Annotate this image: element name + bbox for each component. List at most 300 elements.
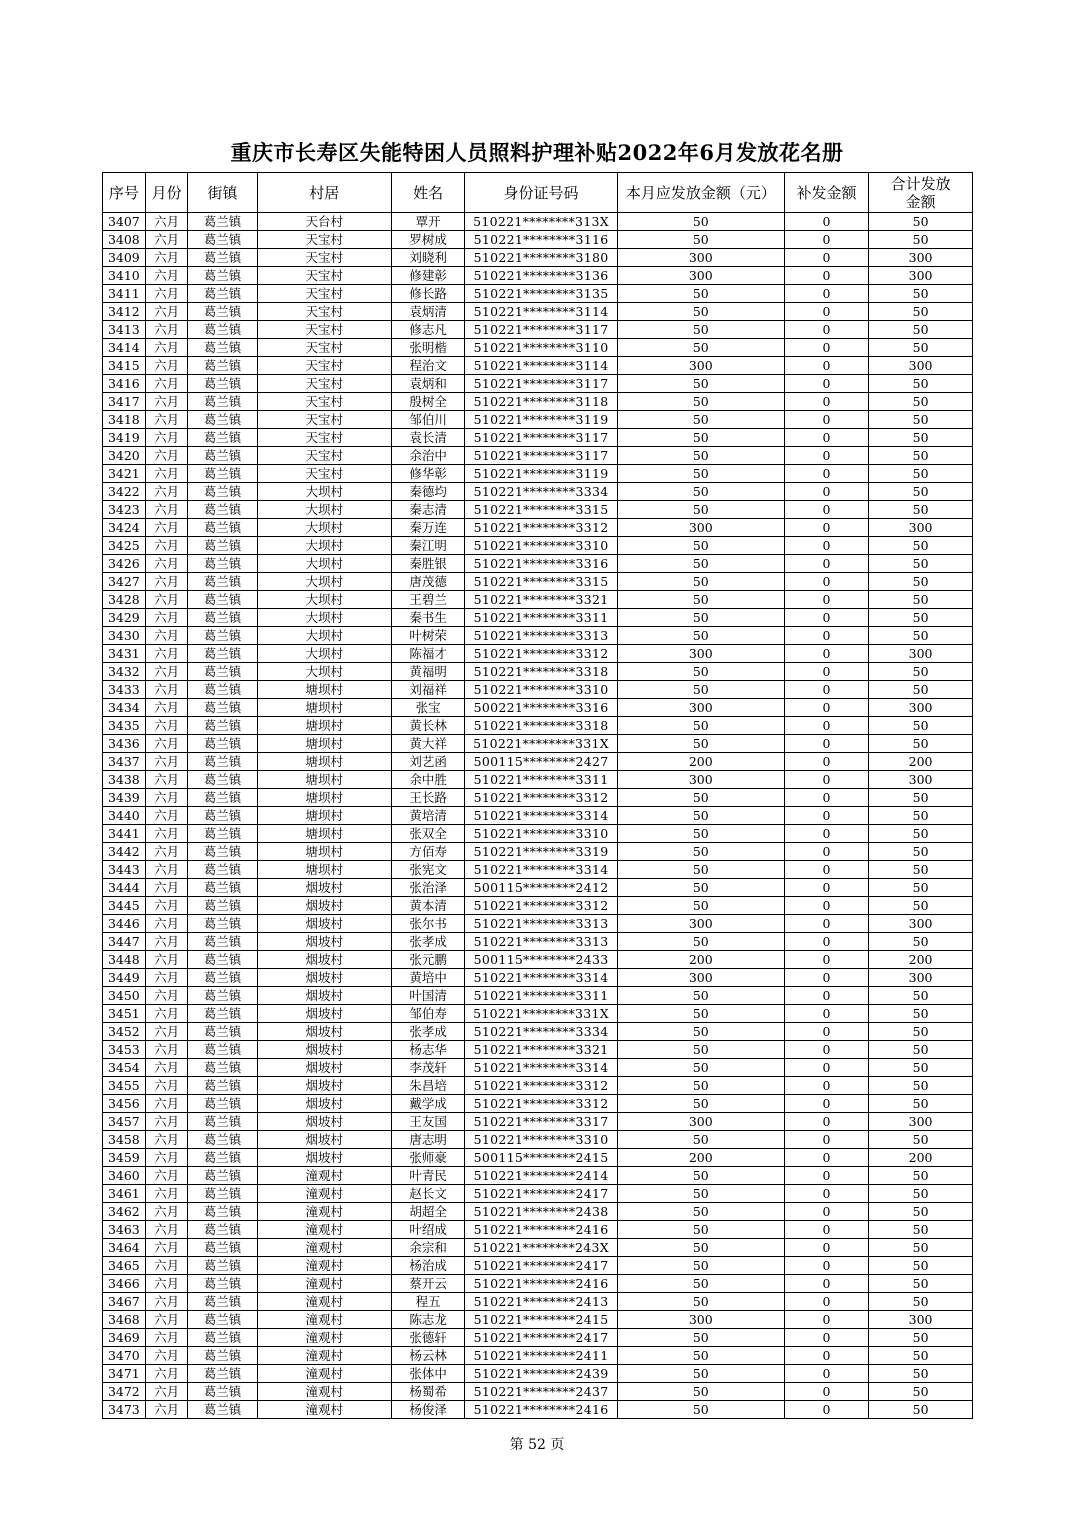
cell-town: 葛兰镇: [188, 1257, 257, 1275]
cell-index: 3431: [103, 645, 146, 663]
cell-total-amount: 50: [869, 303, 973, 321]
cell-name: 修建彰: [391, 267, 464, 285]
cell-month: 六月: [145, 213, 188, 231]
cell-total-amount: 50: [869, 1347, 973, 1365]
cell-total-amount: 50: [869, 1329, 973, 1347]
cell-village: 烟坡村: [257, 987, 391, 1005]
table-row: [103, 501, 973, 519]
cell-town: 葛兰镇: [188, 1023, 257, 1041]
cell-monthly-amount: 300: [617, 357, 784, 375]
cell-town: 葛兰镇: [188, 879, 257, 897]
cell-name: 张体中: [391, 1365, 464, 1383]
cell-total-amount: 50: [869, 393, 973, 411]
cell-name: 袁炳清: [391, 303, 464, 321]
table-row: [103, 249, 973, 267]
cell-town: 葛兰镇: [188, 465, 257, 483]
cell-name: 刘福祥: [391, 681, 464, 699]
cell-name: 修华彰: [391, 465, 464, 483]
cell-month: 六月: [145, 483, 188, 501]
cell-village: 大坝村: [257, 591, 391, 609]
cell-index: 3426: [103, 555, 146, 573]
cell-id-number: 510221********3312: [465, 1095, 618, 1113]
cell-monthly-amount: 50: [617, 1077, 784, 1095]
cell-town: 葛兰镇: [188, 825, 257, 843]
table-row: [103, 1041, 973, 1059]
cell-monthly-amount: 50: [617, 735, 784, 753]
cell-id-number: 510221********2416: [465, 1275, 618, 1293]
cell-index: 3469: [103, 1329, 146, 1347]
cell-village: 潼观村: [257, 1401, 391, 1419]
cell-monthly-amount: 50: [617, 591, 784, 609]
cell-index: 3449: [103, 969, 146, 987]
cell-town: 葛兰镇: [188, 321, 257, 339]
cell-name: 余治中: [391, 447, 464, 465]
cell-monthly-amount: 300: [617, 1113, 784, 1131]
cell-month: 六月: [145, 465, 188, 483]
cell-total-amount: 300: [869, 249, 973, 267]
cell-id-number: 510221********3119: [465, 411, 618, 429]
cell-total-amount: 50: [869, 843, 973, 861]
cell-id-number: 510221********3114: [465, 357, 618, 375]
cell-total-amount: 50: [869, 465, 973, 483]
cell-supplement-amount: 0: [784, 789, 868, 807]
cell-id-number: 510221********3180: [465, 249, 618, 267]
table-row: [103, 1257, 973, 1275]
cell-id-number: 510221********3135: [465, 285, 618, 303]
cell-monthly-amount: 50: [617, 681, 784, 699]
cell-id-number: 510221********3117: [465, 447, 618, 465]
cell-supplement-amount: 0: [784, 1041, 868, 1059]
cell-name: 秦胜银: [391, 555, 464, 573]
cell-name: 叶树荣: [391, 627, 464, 645]
cell-town: 葛兰镇: [188, 573, 257, 591]
cell-supplement-amount: 0: [784, 1023, 868, 1041]
cell-id-number: 510221********3318: [465, 663, 618, 681]
cell-village: 天宝村: [257, 267, 391, 285]
cell-monthly-amount: 300: [617, 249, 784, 267]
cell-total-amount: 300: [869, 771, 973, 789]
header-month: 月份: [145, 173, 188, 213]
cell-town: 葛兰镇: [188, 987, 257, 1005]
cell-total-amount: 50: [869, 789, 973, 807]
cell-month: 六月: [145, 735, 188, 753]
cell-supplement-amount: 0: [784, 411, 868, 429]
cell-village: 潼观村: [257, 1365, 391, 1383]
cell-supplement-amount: 0: [784, 1383, 868, 1401]
cell-monthly-amount: 50: [617, 861, 784, 879]
cell-total-amount: 50: [869, 879, 973, 897]
cell-index: 3427: [103, 573, 146, 591]
table-row: [103, 951, 973, 969]
cell-total-amount: 50: [869, 447, 973, 465]
cell-month: 六月: [145, 1023, 188, 1041]
header-monthly-amount: 本月应发放金额（元）: [617, 173, 784, 213]
cell-total-amount: 50: [869, 861, 973, 879]
cell-town: 葛兰镇: [188, 1059, 257, 1077]
cell-town: 葛兰镇: [188, 1293, 257, 1311]
table-row: [103, 1383, 973, 1401]
cell-month: 六月: [145, 519, 188, 537]
cell-name: 张双全: [391, 825, 464, 843]
cell-index: 3418: [103, 411, 146, 429]
cell-town: 葛兰镇: [188, 681, 257, 699]
cell-name: 秦万连: [391, 519, 464, 537]
cell-village: 天宝村: [257, 447, 391, 465]
cell-name: 杨云林: [391, 1347, 464, 1365]
cell-supplement-amount: 0: [784, 339, 868, 357]
cell-name: 戴学成: [391, 1095, 464, 1113]
cell-monthly-amount: 50: [617, 987, 784, 1005]
cell-monthly-amount: 50: [617, 465, 784, 483]
cell-monthly-amount: 50: [617, 843, 784, 861]
cell-village: 大坝村: [257, 483, 391, 501]
cell-town: 葛兰镇: [188, 1041, 257, 1059]
cell-index: 3434: [103, 699, 146, 717]
cell-id-number: 510221********3311: [465, 609, 618, 627]
table-row: [103, 897, 973, 915]
cell-supplement-amount: 0: [784, 807, 868, 825]
cell-supplement-amount: 0: [784, 447, 868, 465]
cell-village: 潼观村: [257, 1293, 391, 1311]
cell-supplement-amount: 0: [784, 555, 868, 573]
cell-village: 塘坝村: [257, 753, 391, 771]
cell-town: 葛兰镇: [188, 1113, 257, 1131]
cell-id-number: 510221********3313: [465, 933, 618, 951]
cell-id-number: 510221********3314: [465, 807, 618, 825]
cell-monthly-amount: 50: [617, 807, 784, 825]
cell-name: 张师豪: [391, 1149, 464, 1167]
cell-id-number: 510221********2413: [465, 1293, 618, 1311]
cell-total-amount: 50: [869, 897, 973, 915]
cell-name: 黄长林: [391, 717, 464, 735]
cell-id-number: 510221********3315: [465, 573, 618, 591]
cell-supplement-amount: 0: [784, 681, 868, 699]
cell-id-number: 510221********243X: [465, 1239, 618, 1257]
cell-monthly-amount: 50: [617, 1095, 784, 1113]
cell-supplement-amount: 0: [784, 1113, 868, 1131]
cell-name: 程治文: [391, 357, 464, 375]
cell-total-amount: 300: [869, 357, 973, 375]
cell-index: 3462: [103, 1203, 146, 1221]
cell-total-amount: 50: [869, 213, 973, 231]
cell-id-number: 510221********3116: [465, 231, 618, 249]
cell-town: 葛兰镇: [188, 843, 257, 861]
cell-village: 天宝村: [257, 321, 391, 339]
table-row: [103, 1113, 973, 1131]
cell-month: 六月: [145, 285, 188, 303]
cell-id-number: 510221********3312: [465, 1077, 618, 1095]
cell-village: 烟坡村: [257, 969, 391, 987]
cell-monthly-amount: 50: [617, 609, 784, 627]
cell-name: 袁长清: [391, 429, 464, 447]
cell-village: 烟坡村: [257, 1041, 391, 1059]
cell-total-amount: 50: [869, 1167, 973, 1185]
cell-monthly-amount: 50: [617, 933, 784, 951]
cell-monthly-amount: 50: [617, 1401, 784, 1419]
cell-monthly-amount: 50: [617, 1383, 784, 1401]
cell-name: 张明楷: [391, 339, 464, 357]
table-row: [103, 1185, 973, 1203]
cell-month: 六月: [145, 267, 188, 285]
cell-monthly-amount: 50: [617, 1005, 784, 1023]
cell-village: 潼观村: [257, 1275, 391, 1293]
cell-name: 张元鹏: [391, 951, 464, 969]
cell-month: 六月: [145, 429, 188, 447]
cell-supplement-amount: 0: [784, 357, 868, 375]
cell-supplement-amount: 0: [784, 501, 868, 519]
cell-supplement-amount: 0: [784, 321, 868, 339]
cell-index: 3422: [103, 483, 146, 501]
cell-month: 六月: [145, 969, 188, 987]
cell-total-amount: 50: [869, 573, 973, 591]
cell-monthly-amount: 50: [617, 825, 784, 843]
table-row: [103, 627, 973, 645]
cell-index: 3455: [103, 1077, 146, 1095]
cell-village: 天宝村: [257, 411, 391, 429]
cell-total-amount: 50: [869, 375, 973, 393]
cell-index: 3428: [103, 591, 146, 609]
cell-index: 3419: [103, 429, 146, 447]
cell-village: 潼观村: [257, 1383, 391, 1401]
cell-id-number: 510221********3314: [465, 969, 618, 987]
cell-month: 六月: [145, 627, 188, 645]
table-row: [103, 1275, 973, 1293]
cell-supplement-amount: 0: [784, 717, 868, 735]
cell-monthly-amount: 50: [617, 789, 784, 807]
cell-village: 天宝村: [257, 231, 391, 249]
cell-index: 3420: [103, 447, 146, 465]
table-row: [103, 699, 973, 717]
cell-town: 葛兰镇: [188, 609, 257, 627]
cell-supplement-amount: 0: [784, 1221, 868, 1239]
cell-supplement-amount: 0: [784, 735, 868, 753]
cell-id-number: 510221********331X: [465, 1005, 618, 1023]
cell-monthly-amount: 50: [617, 1023, 784, 1041]
cell-month: 六月: [145, 1257, 188, 1275]
cell-total-amount: 50: [869, 321, 973, 339]
cell-month: 六月: [145, 249, 188, 267]
cell-total-amount: 200: [869, 753, 973, 771]
cell-monthly-amount: 50: [617, 285, 784, 303]
table-row: [103, 483, 973, 501]
cell-id-number: 510221********3117: [465, 429, 618, 447]
cell-village: 大坝村: [257, 627, 391, 645]
table-row: [103, 411, 973, 429]
cell-index: 3452: [103, 1023, 146, 1041]
cell-index: 3468: [103, 1311, 146, 1329]
cell-supplement-amount: 0: [784, 1401, 868, 1419]
table-row: [103, 663, 973, 681]
cell-name: 黄福明: [391, 663, 464, 681]
table-row: [103, 1293, 973, 1311]
cell-total-amount: 50: [869, 537, 973, 555]
cell-monthly-amount: 50: [617, 1275, 784, 1293]
cell-village: 大坝村: [257, 501, 391, 519]
cell-index: 3464: [103, 1239, 146, 1257]
table-row: [103, 357, 973, 375]
cell-id-number: 510221********3313: [465, 627, 618, 645]
cell-supplement-amount: 0: [784, 771, 868, 789]
table-row: [103, 1311, 973, 1329]
cell-town: 葛兰镇: [188, 1365, 257, 1383]
cell-monthly-amount: 300: [617, 771, 784, 789]
header-village: 村居: [257, 173, 391, 213]
cell-name: 秦志清: [391, 501, 464, 519]
cell-total-amount: 50: [869, 1275, 973, 1293]
cell-index: 3439: [103, 789, 146, 807]
cell-town: 葛兰镇: [188, 339, 257, 357]
cell-index: 3441: [103, 825, 146, 843]
table-row: [103, 933, 973, 951]
cell-supplement-amount: 0: [784, 609, 868, 627]
table-row: [103, 321, 973, 339]
cell-supplement-amount: 0: [784, 465, 868, 483]
cell-monthly-amount: 300: [617, 915, 784, 933]
cell-index: 3411: [103, 285, 146, 303]
cell-monthly-amount: 50: [617, 1167, 784, 1185]
cell-total-amount: 50: [869, 609, 973, 627]
cell-town: 葛兰镇: [188, 1383, 257, 1401]
table-row: [103, 213, 973, 231]
cell-index: 3416: [103, 375, 146, 393]
cell-village: 天宝村: [257, 465, 391, 483]
table-row: [103, 1347, 973, 1365]
cell-month: 六月: [145, 1095, 188, 1113]
cell-town: 葛兰镇: [188, 699, 257, 717]
cell-town: 葛兰镇: [188, 519, 257, 537]
cell-town: 葛兰镇: [188, 1005, 257, 1023]
cell-id-number: 510221********313X: [465, 213, 618, 231]
cell-total-amount: 50: [869, 1203, 973, 1221]
cell-index: 3448: [103, 951, 146, 969]
cell-month: 六月: [145, 1131, 188, 1149]
table-row: [103, 303, 973, 321]
cell-total-amount: 50: [869, 429, 973, 447]
cell-monthly-amount: 50: [617, 1221, 784, 1239]
table-row: [103, 645, 973, 663]
table-row: [103, 1077, 973, 1095]
cell-index: 3429: [103, 609, 146, 627]
cell-index: 3453: [103, 1041, 146, 1059]
cell-monthly-amount: 50: [617, 717, 784, 735]
cell-monthly-amount: 50: [617, 1365, 784, 1383]
cell-monthly-amount: 50: [617, 1203, 784, 1221]
cell-name: 修志凡: [391, 321, 464, 339]
table-row: [103, 339, 973, 357]
cell-index: 3423: [103, 501, 146, 519]
cell-id-number: 510221********2411: [465, 1347, 618, 1365]
cell-total-amount: 50: [869, 681, 973, 699]
cell-village: 潼观村: [257, 1257, 391, 1275]
cell-id-number: 510221********3311: [465, 771, 618, 789]
cell-name: 程五: [391, 1293, 464, 1311]
cell-name: 张孝成: [391, 933, 464, 951]
cell-name: 张治泽: [391, 879, 464, 897]
cell-index: 3471: [103, 1365, 146, 1383]
cell-town: 葛兰镇: [188, 537, 257, 555]
cell-name: 方佰寿: [391, 843, 464, 861]
cell-village: 烟坡村: [257, 897, 391, 915]
cell-village: 烟坡村: [257, 1059, 391, 1077]
cell-month: 六月: [145, 591, 188, 609]
cell-index: 3465: [103, 1257, 146, 1275]
cell-index: 3409: [103, 249, 146, 267]
cell-id-number: 510221********3117: [465, 321, 618, 339]
cell-supplement-amount: 0: [784, 879, 868, 897]
cell-town: 葛兰镇: [188, 303, 257, 321]
cell-name: 修长路: [391, 285, 464, 303]
cell-village: 大坝村: [257, 519, 391, 537]
cell-index: 3444: [103, 879, 146, 897]
cell-month: 六月: [145, 1401, 188, 1419]
cell-total-amount: 50: [869, 933, 973, 951]
cell-village: 烟坡村: [257, 951, 391, 969]
cell-id-number: 510221********2415: [465, 1311, 618, 1329]
cell-monthly-amount: 200: [617, 951, 784, 969]
cell-town: 葛兰镇: [188, 1185, 257, 1203]
cell-month: 六月: [145, 843, 188, 861]
cell-index: 3454: [103, 1059, 146, 1077]
cell-id-number: 510221********3312: [465, 519, 618, 537]
cell-name: 杨蜀希: [391, 1383, 464, 1401]
cell-total-amount: 50: [869, 987, 973, 1005]
cell-total-amount: 50: [869, 1023, 973, 1041]
table-row: [103, 285, 973, 303]
cell-month: 六月: [145, 1221, 188, 1239]
cell-total-amount: 50: [869, 1185, 973, 1203]
cell-month: 六月: [145, 1293, 188, 1311]
cell-monthly-amount: 50: [617, 1239, 784, 1257]
cell-name: 胡超全: [391, 1203, 464, 1221]
table-row: [103, 861, 973, 879]
cell-index: 3435: [103, 717, 146, 735]
cell-total-amount: 50: [869, 231, 973, 249]
cell-name: 张尔书: [391, 915, 464, 933]
header-name: 姓名: [391, 173, 464, 213]
cell-village: 潼观村: [257, 1329, 391, 1347]
cell-village: 塘坝村: [257, 825, 391, 843]
cell-index: 3421: [103, 465, 146, 483]
cell-supplement-amount: 0: [784, 1059, 868, 1077]
table-row: [103, 789, 973, 807]
cell-town: 葛兰镇: [188, 1311, 257, 1329]
cell-name: 殷树全: [391, 393, 464, 411]
cell-village: 天宝村: [257, 339, 391, 357]
cell-index: 3461: [103, 1185, 146, 1203]
table-row: [103, 735, 973, 753]
table-row: [103, 1221, 973, 1239]
cell-month: 六月: [145, 663, 188, 681]
cell-town: 葛兰镇: [188, 447, 257, 465]
cell-town: 葛兰镇: [188, 1203, 257, 1221]
cell-monthly-amount: 50: [617, 1041, 784, 1059]
cell-index: 3436: [103, 735, 146, 753]
cell-index: 3432: [103, 663, 146, 681]
cell-index: 3414: [103, 339, 146, 357]
cell-month: 六月: [145, 321, 188, 339]
cell-id-number: 510221********3313: [465, 915, 618, 933]
cell-supplement-amount: 0: [784, 663, 868, 681]
cell-month: 六月: [145, 681, 188, 699]
cell-month: 六月: [145, 1167, 188, 1185]
cell-month: 六月: [145, 573, 188, 591]
document-title: 重庆市长寿区失能特困人员照料护理补贴2022年6月发放花名册: [230, 140, 844, 165]
cell-village: 烟坡村: [257, 1023, 391, 1041]
cell-supplement-amount: 0: [784, 1149, 868, 1167]
cell-index: 3442: [103, 843, 146, 861]
cell-village: 塘坝村: [257, 843, 391, 861]
cell-name: 黄培中: [391, 969, 464, 987]
